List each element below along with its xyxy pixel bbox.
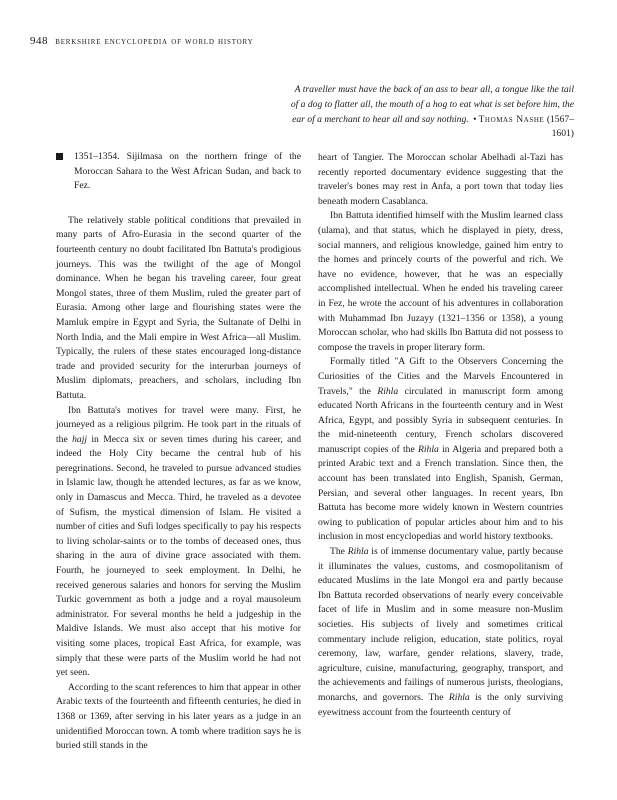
epigraph-dates: (1567–1601): [546, 113, 574, 140]
bullet-item-text: 1351–1354. Sijilmasa on the northern fringe of the Moroccan Sahara to the West African Sudan, and back to Fez.: [74, 151, 301, 192]
paragraph: The relatively stable political conditions that prevailed in many parts of Afro-Eurasia in the second quarter of the fourteenth century no doubt facilitated Ibn Battuta's prodigious journeys. This was the twilight of the age of Mongol dominance. When he began his traveling career, four great Mongol states, three of them Muslim, ruled the greater part of Eurasia. Among other large and flourishing states were the Mamluk empire in Egypt and Syria, the Sultanate of Delhi in North India, and the Mali empire in West Africa—all Muslim. Typically, the rulers of these states encouraged long-distance trade and provided security for the interurban journeys of Muslim diplomats, preachers, and scholars, including Ibn Battuta.: [56, 214, 301, 401]
paragraph: Formally titled "A Gift to the Observers Concerning the Curiosities of the Cities and the Marvels Encountered in Travels," the Rihla circulated in manuscript form among educated North Africans in the fourteenth century and in West Africa, Egypt, and possibly Syria in subsequent centuries. In the mid-nineteenth century, French scholars discovered manuscript copies of the Rihla in Algeria and prepared both a printed Arabic text and a French translation. Since then, the account has been translated into English, Spanish, German, Persian, and several other languages. In recent years, Ibn Battuta has become more widely known in Western countries owing to publication of popular articles about him and to his inclusion in most encyclopedias and world history textbooks.: [318, 356, 564, 543]
itinerary-bullet-item: [56, 150, 301, 194]
epigraph-author: Thomas Nashe: [478, 113, 545, 125]
epigraph-quote: A traveller must have the back of an ass to bear all, a tongue like the tail of a dog to flatter all, the mouth of a hog to eat what is set before him, the ear of a merchant to hear all and say nothing.: [290, 84, 574, 125]
page-number: 948: [30, 35, 48, 47]
paragraph: Ibn Battuta identified himself with the Muslim learned class (ulama), and that status, which he displayed in piety, dress, social manners, and religious knowledge, gained him entry to the homes and princely courts of the powerful and rich. We have no evidence, however, that he was an especially accomplished intellectual. When he ended his traveling career in Fez, he wrote the account of his adventures in collaboration with Muhammad Ibn Juzayy (1321–1356 or 1358), a young Moroccan scholar, who had skills Ibn Battuta did not possess to compose the travels in proper literary form.: [318, 210, 563, 353]
running-header: [30, 35, 253, 47]
right-column: [318, 151, 563, 720]
running-title: berkshire encyclopedia of world history: [55, 36, 254, 47]
square-bullet-icon: [56, 153, 63, 160]
paragraph: The Rihla is of immense documentary value, partly because it illuminates the values, customs, and cosmopolitanism of educated Muslims in the late Mongol era and partly because Ibn Battuta recorded observations of nearly every conceivable facet of life in Muslim and in some measure non-Muslim societies. His subjects of lively and sometimes critical commentary include religion, education, state politics, royal ceremony, law, warfare, gender relations, slavery, trade, agriculture, cuisine, manufacturing, geography, transport, and the achievements and failings of numerous jurists, theologians, monarchs, and governors. The Rihla is the only surviving eyewitness account from the fourteenth century of: [318, 546, 563, 718]
epigraph-bullet: •: [473, 113, 477, 125]
left-column: [56, 150, 301, 754]
paragraph: According to the scant references to him that appear in other Arabic texts of the fourteenth and fifteenth centuries, he died in 1368 or 1369, after serving in his later years as a judge in an unidentified Moroccan town. A tomb where tradition says he is buried still stands in the: [56, 681, 301, 752]
epigraph: [290, 83, 574, 142]
paragraph: Ibn Battuta's motives for travel were many. First, he journeyed as a religious pilgrim. He took part in the rituals of the hajj in Mecca six or seven times during his career, and indeed the Holy City became the central hub of his peregrinations. Second, he traveled to pursue advanced studies in Islamic law, though he attended lectures, as far as we know, only in Damascus and Mecca. Third, he traveled as a devotee of Sufism, the mystical dimension of Islam. He visited a number of cities and Sufi lodges specifically to pay his respects to living scholar-saints or to the tombs of deceased ones, thus sharing in the aura of divine grace associated with them. Fourth, he journeyed to seek employment. In Delhi, he received generous salaries and honors for serving the Muslim Turkic government as both a judge and a royal mausoleum administrator. For several months he held a judgeship in the Maldive Islands. We must also accept that his motive for visiting some places, tropical East Africa, for example, was simply that these were parts of the Muslim world he had not yet seen.: [56, 404, 302, 679]
paragraph: heart of Tangier. The Moroccan scholar Abelhadi al-Tazi has recently reported documentary evidence suggesting that the traveler's bones may rest in Anfa, a port town that today lies beneath modern Casablanca.: [318, 152, 563, 207]
